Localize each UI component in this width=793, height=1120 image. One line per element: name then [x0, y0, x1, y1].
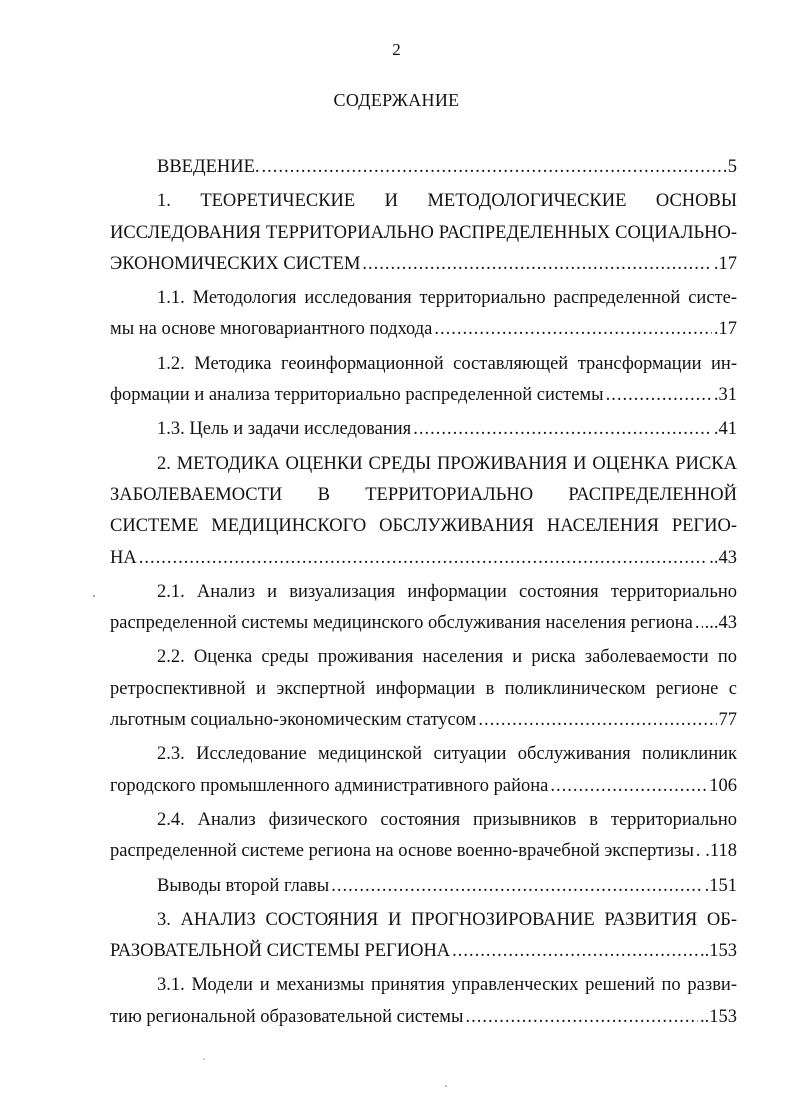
toc-entry-title: распределенной системы медицинского обслуживания населения региона: [110, 613, 693, 634]
toc-entry-heading: 2.1. Анализ и визуализация информации состояния территориально: [157, 581, 737, 602]
table-of-contents: [110, 152, 737, 1033]
toc-entry-line: [110, 836, 737, 867]
toc-entry: [110, 414, 737, 445]
scan-speck: [93, 595, 95, 597]
toc-entry-line: [110, 1002, 737, 1033]
toc-entry-heading: 3. АНАЛИЗ СОСТОЯНИЯ И ПРОГНОЗИРОВАНИЕ РАЗВИТИЯ ОБ-: [157, 909, 737, 930]
toc-page-number: 77: [718, 710, 737, 731]
toc-entry-line: [110, 705, 737, 736]
toc-entry-line: [110, 771, 737, 802]
toc-entry-heading: 1.2. Методика геоинформационной составляющей трансформации ин-: [157, 353, 737, 374]
dot-leader: [465, 1002, 698, 1033]
dot-leader: [413, 414, 712, 445]
page-number: 2: [392, 40, 401, 59]
dot-leader: [262, 152, 726, 183]
toc-entry: [110, 642, 737, 736]
toc-entry-line: [110, 871, 737, 902]
toc-title: СОДЕРЖАНИЕ: [333, 90, 460, 110]
toc-entry-title: НА: [110, 547, 137, 568]
toc-entry-heading: 2.4. Анализ физического состояния призывников в территориально: [157, 809, 737, 830]
toc-page-number: ...43: [704, 613, 737, 634]
toc-entry-title: Выводы второй главы: [157, 875, 330, 896]
toc-entry: [110, 186, 737, 280]
dot-leader: [696, 836, 703, 867]
toc-entry-heading: 3.1. Модели и механизмы принятия управленческих решений по разви-: [157, 975, 737, 996]
toc-entry: [110, 871, 737, 902]
dot-leader: [452, 936, 698, 967]
toc-page-number: .17: [713, 253, 737, 274]
toc-page-number: ..43: [709, 547, 737, 568]
toc-entry-title: тию региональной образовательной системы: [110, 1006, 464, 1027]
toc-page-number: .17: [713, 319, 737, 340]
toc-entry: [110, 152, 737, 183]
scan-speck: [445, 1085, 447, 1087]
toc-entry: [110, 283, 737, 346]
toc-entry: [110, 449, 737, 574]
toc-entry: [110, 349, 737, 412]
dot-leader: [362, 249, 711, 280]
toc-entry-heading: 1. ТЕОРЕТИЧЕСКИЕ И МЕТОДОЛОГИЧЕСКИЕ ОСНОВЫ ИССЛЕДОВАНИЯ ТЕРРИТОРИАЛЬНО РАСПРЕДЕЛЕННЫХ СОЦИАЛЬНО-: [110, 191, 737, 243]
toc-page-number: .41: [713, 419, 737, 440]
toc-page-number: 5: [727, 157, 737, 177]
toc-entry: [110, 905, 737, 968]
toc-page-number: .118: [705, 841, 737, 862]
toc-entry-title: городского промышленного административного района: [110, 775, 549, 796]
toc-entry-line: [110, 249, 737, 280]
toc-page-number: .31: [713, 385, 737, 406]
toc-entry: [110, 805, 737, 868]
toc-entry-line: [110, 608, 737, 639]
toc-entry-title: формации и анализа территориально распределенной системы: [110, 385, 604, 406]
toc-entry-heading: 1.1. Методология исследования территориально распределенной систе-: [157, 288, 737, 309]
toc-entry: [110, 970, 737, 1033]
toc-entry: [110, 577, 737, 640]
dot-leader: [139, 543, 708, 574]
toc-entry-title: 1.3. Цель и задачи исследования: [157, 419, 412, 440]
toc-entry-title: мы на основе многовариантного подхода: [110, 319, 433, 340]
toc-entry-title: ЭКОНОМИЧЕСКИХ СИСТЕМ: [110, 253, 361, 274]
toc-entry-line: [110, 152, 737, 183]
toc-entry-title: ВВЕДЕНИЕ.: [157, 157, 260, 177]
toc-entry-line: [110, 936, 737, 967]
dot-leader: [331, 871, 702, 902]
toc-entry-line: [110, 314, 737, 345]
toc-page-number: ..153: [700, 941, 737, 962]
toc-entry-heading: 2.3. Исследование медицинской ситуации обслуживания поликлиник: [157, 744, 737, 765]
toc-page-number: ..153: [700, 1006, 737, 1027]
toc-entry-line: [110, 543, 737, 574]
toc-entry-title: распределенной системе региона на основе военно-врачебной экспертизы: [110, 841, 694, 862]
toc-entry-heading: 2.2. Оценка среды проживания населения и риска заболеваемости по ретроспективной и экспертной информации в поликлиническом регионе с: [110, 647, 737, 699]
toc-entry-heading: 2. МЕТОДИКА ОЦЕНКИ СРЕДЫ ПРОЖИВАНИЯ И ОЦЕНКА РИСКА ЗАБОЛЕВАЕМОСТИ В ТЕРРИТОРИАЛЬНО РАСПРЕДЕЛЕННОЙ СИСТЕМЕ МЕДИЦИНСКОГО ОБСЛУЖИВАНИЯ НАСЕЛЕНИЯ РЕГИО-: [110, 453, 737, 537]
toc-entry: [110, 739, 737, 802]
toc-entry-line: [110, 414, 737, 445]
toc-page-number: 106: [709, 775, 737, 796]
dot-leader: [434, 314, 711, 345]
toc-entry-title: льготным социально-экономическим статусом: [110, 710, 477, 731]
toc-entry-title: РАЗОВАТЕЛЬНОЙ СИСТЕМЫ РЕГИОНА: [110, 941, 451, 962]
dot-leader: [695, 608, 703, 639]
dot-leader: [550, 771, 707, 802]
scan-speck: [203, 1058, 205, 1060]
toc-page-number: .151: [704, 875, 737, 896]
dot-leader: [478, 705, 716, 736]
toc-entry-line: [110, 380, 737, 411]
dot-leader: [606, 380, 712, 411]
